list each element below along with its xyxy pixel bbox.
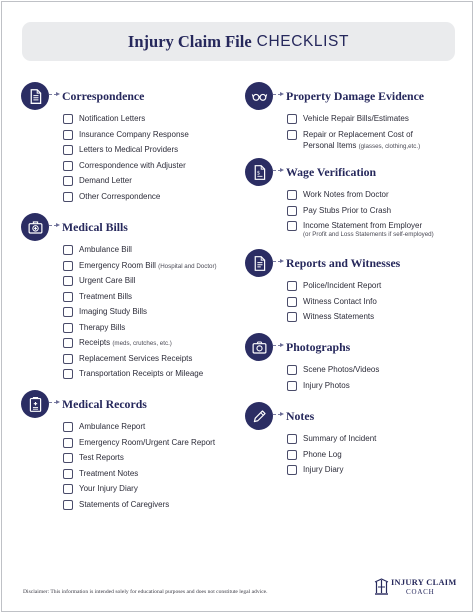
checklist-item[interactable] — [21, 337, 217, 353]
item-label: Statements of Caregivers — [79, 499, 170, 509]
glasses-icon — [245, 82, 273, 110]
document-icon — [21, 82, 49, 110]
checkbox[interactable] — [63, 453, 73, 463]
item-label: Work Notes from Doctor — [303, 190, 389, 199]
item-label: Treatment Notes — [79, 468, 139, 478]
item-label: Therapy Bills — [79, 322, 126, 332]
section-connector — [49, 94, 57, 95]
checkbox[interactable] — [63, 369, 73, 379]
checkbox[interactable] — [287, 434, 297, 444]
checklist-item[interactable] — [21, 291, 217, 307]
item-label: Scene Photos/Videos — [303, 365, 380, 374]
item-label: Notification Letters — [79, 114, 146, 123]
section-medical-records — [21, 390, 215, 514]
section-property-damage — [245, 82, 425, 155]
checklist-item[interactable] — [21, 144, 189, 160]
item-label: Insurance Company Response — [79, 129, 189, 139]
section-title: Wage Verification — [286, 165, 377, 179]
item-label: Treatment Bills — [79, 291, 133, 301]
item-label: Urgent Care Bill — [79, 276, 136, 285]
section-connector — [49, 225, 57, 226]
item-label — [79, 337, 172, 349]
section-photographs — [245, 333, 379, 395]
checklist-item[interactable] — [21, 113, 189, 129]
item-label: Transportation Receipts or Mileage — [79, 369, 204, 378]
checkbox[interactable] — [63, 145, 73, 155]
checkbox[interactable] — [287, 221, 297, 231]
section-medical-bills — [21, 213, 217, 384]
item-text: Emergency Room Bill — [79, 260, 156, 270]
checkbox[interactable] — [287, 465, 297, 475]
page-title-suffix: CHECKLIST — [256, 32, 350, 50]
section-title: Property Damage Evidence — [286, 89, 425, 103]
checklist-item[interactable] — [245, 296, 381, 312]
section-reports-witnesses — [245, 249, 401, 327]
section-connector — [273, 261, 281, 262]
item-label: Correspondence with Adjuster — [79, 160, 186, 170]
checklist-item[interactable] — [245, 205, 434, 221]
item-note: (meds, crutches, etc.) — [112, 340, 172, 347]
checklist-item[interactable] — [245, 364, 379, 380]
item-label: Injury Diary — [303, 465, 344, 474]
item-label: Test Reports — [79, 453, 124, 462]
item-text: Income Statement from Employer — [303, 221, 423, 230]
checklist-item[interactable] — [245, 113, 420, 129]
item-label: Other Correspondence — [79, 191, 161, 201]
section-correspondence — [21, 82, 189, 206]
checkbox[interactable] — [287, 365, 297, 375]
checklist-item[interactable] — [245, 380, 379, 396]
report-icon — [245, 249, 273, 277]
checklist-item[interactable] — [245, 311, 381, 327]
section-connector — [273, 345, 281, 346]
page-title: Injury Claim File — [127, 31, 252, 51]
item-label: Pay Stubs Prior to Crash — [303, 205, 392, 215]
checklist-page — [1, 1, 473, 612]
checklist-item[interactable] — [21, 353, 217, 369]
checklist-item[interactable] — [21, 452, 215, 468]
checklist-item[interactable] — [245, 464, 376, 480]
item-label: Phone Log — [303, 449, 342, 459]
section-wage-verification — [245, 158, 434, 246]
checkbox[interactable] — [287, 130, 297, 140]
item-label: Ambulance Bill — [79, 245, 132, 254]
section-connector — [273, 94, 281, 95]
item-label: Summary of Incident — [303, 434, 377, 443]
item-label: Emergency Room/Urgent Care Report — [79, 437, 216, 447]
section-notes — [245, 402, 376, 480]
checklist-item[interactable] — [21, 160, 189, 176]
checkbox[interactable] — [63, 338, 73, 348]
checkbox[interactable] — [287, 206, 297, 216]
page-header — [22, 22, 455, 61]
item-label: Vehicle Repair Bills/Estimates — [303, 114, 409, 123]
item-label: Police/Incident Report — [303, 281, 382, 290]
checkbox[interactable] — [287, 297, 297, 307]
checklist-item[interactable] — [21, 421, 215, 437]
checklist-item[interactable] — [245, 189, 434, 205]
section-title: Reports and Witnesses — [286, 256, 401, 270]
item-label: Demand Letter — [79, 176, 132, 185]
logo-mark-icon — [374, 578, 389, 596]
item-text: Repair or Replacement Cost of — [303, 129, 413, 139]
checkbox[interactable] — [63, 114, 73, 124]
checklist-item[interactable] — [21, 191, 189, 207]
item-label — [303, 129, 420, 152]
medical-record-icon — [21, 390, 49, 418]
checklist-item[interactable] — [21, 244, 217, 260]
checkbox[interactable] — [287, 312, 297, 322]
logo-line-2: COACH — [406, 588, 435, 596]
item-label: Letters to Medical Providers — [79, 145, 179, 154]
checklist-item[interactable] — [21, 468, 215, 484]
checklist-item[interactable] — [21, 260, 217, 276]
checklist-item[interactable] — [245, 220, 434, 246]
item-label: Ambulance Report — [79, 422, 146, 431]
item-note: (or Profit and Loss Statements if self-employed) — [303, 231, 434, 238]
checkbox[interactable] — [63, 276, 73, 286]
checklist-item[interactable] — [21, 129, 189, 145]
item-label — [79, 260, 217, 272]
item-label — [303, 220, 434, 239]
item-label: Witness Contact Info — [303, 296, 377, 306]
section-title: Correspondence — [62, 89, 145, 103]
svg-text:$: $ — [256, 170, 260, 177]
checkbox[interactable] — [63, 192, 73, 202]
checkbox[interactable] — [63, 469, 73, 479]
item-label: Witness Statements — [303, 312, 375, 321]
checklist-item[interactable] — [245, 129, 420, 155]
checkbox[interactable] — [63, 323, 73, 333]
checklist-item[interactable] — [21, 322, 217, 338]
checklist-item[interactable] — [21, 499, 215, 515]
checkbox[interactable] — [63, 307, 73, 317]
item-text: Receipts — [79, 338, 111, 347]
checkbox[interactable] — [63, 130, 73, 140]
checklist-item[interactable] — [245, 449, 376, 465]
medical-kit-icon — [21, 213, 49, 241]
checkbox[interactable] — [63, 484, 73, 494]
item-label: Replacement Services Receipts — [79, 353, 193, 363]
checklist-item[interactable] — [21, 175, 189, 191]
checkbox[interactable] — [63, 422, 73, 432]
checkbox[interactable] — [63, 245, 73, 255]
section-title: Medical Bills — [62, 220, 128, 234]
checklist-item[interactable] — [21, 483, 215, 499]
injury-claim-coach-logo — [374, 576, 458, 598]
checkbox[interactable] — [63, 438, 73, 448]
item-note: (Hospital and Doctor) — [158, 262, 217, 270]
checkbox[interactable] — [63, 161, 73, 171]
section-connector — [273, 414, 281, 415]
checklist-item[interactable] — [21, 437, 215, 453]
section-connector — [273, 170, 281, 171]
item-text: Personal Items — [303, 140, 357, 150]
checkbox[interactable] — [63, 292, 73, 302]
item-note: (glasses, clothing,etc.) — [358, 142, 421, 150]
checkbox[interactable] — [287, 190, 297, 200]
checklist-item[interactable] — [21, 275, 217, 291]
disclaimer: Disclaimer: This information is intended solely for educational purposes and does not constitute legal advice. — [23, 589, 268, 595]
checkbox[interactable] — [63, 354, 73, 364]
checklist-item[interactable] — [21, 306, 217, 322]
section-title: Photographs — [286, 340, 351, 354]
item-label: Your Injury Diary — [79, 484, 138, 493]
checklist-item[interactable] — [245, 280, 381, 296]
checkbox[interactable] — [287, 281, 297, 291]
item-label: Imaging Study Bills — [79, 307, 148, 316]
checkbox[interactable] — [63, 261, 73, 271]
checkbox[interactable] — [63, 500, 73, 510]
checkbox[interactable] — [287, 450, 297, 460]
checklist-item[interactable] — [21, 368, 217, 384]
section-title: Notes — [286, 409, 315, 423]
checkbox[interactable] — [63, 176, 73, 186]
camera-icon — [245, 333, 273, 361]
pencil-icon — [245, 402, 273, 430]
checklist-item[interactable] — [245, 433, 376, 449]
logo-line-1: INJURY CLAIM — [391, 578, 457, 587]
pay-stub-icon — [245, 158, 273, 186]
checkbox[interactable] — [287, 381, 297, 391]
section-title: Medical Records — [62, 397, 147, 411]
checkbox[interactable] — [287, 114, 297, 124]
item-label: Injury Photos — [303, 380, 350, 390]
section-connector — [49, 402, 57, 403]
